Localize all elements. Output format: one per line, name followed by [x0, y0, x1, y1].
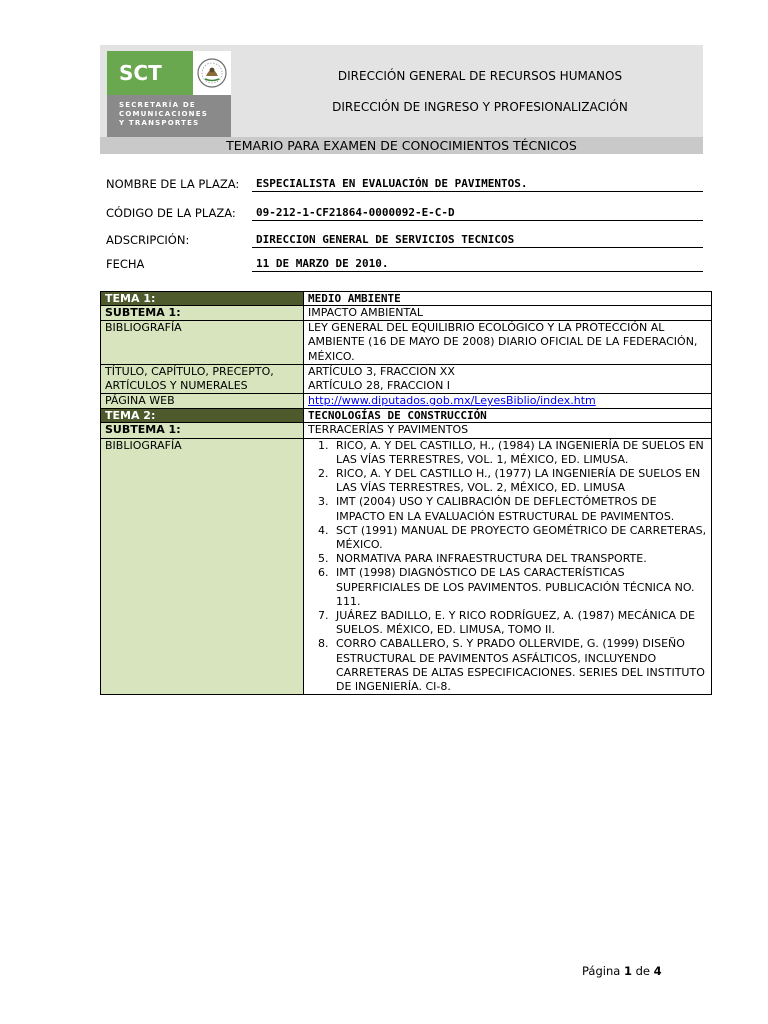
fecha-value: 11 DE MARZO DE 2010. [252, 257, 703, 272]
logo-line-1: SECRETARÍA DE [119, 101, 196, 109]
table-row [101, 306, 712, 321]
web-cell [304, 394, 712, 409]
fecha-label: FECHA [106, 257, 145, 271]
list-item: 8. CORRO CABALLERO, S. Y PRADO OLLERVIDE, G. (1999) DISEÑO ESTRUCTURAL DE PAVIMENTOS ASFÁLTICOS, INCLUYENDO CARRETERAS DE ALTAS ESPECIFICACIONES. SERIES DEL INSTITUTO DE INGENIERÍA. CI-8. [332, 637, 707, 694]
list-item: 2. RICO, A. Y DEL CASTILLO H., (1977) LA INGENIERÍA DE SUELOS EN LAS VÍAS TERRESTRES, VOL. 2, MÉXICO, ED. LIMUSA [332, 467, 707, 495]
tema2-label: TEMA 2: [101, 409, 304, 423]
table-row [101, 394, 712, 409]
titulo-value-line-2: ARTÍCULO 28, FRACCION I [308, 379, 451, 393]
table-row [101, 409, 712, 423]
list-item: 6. IMT (1998) DIAGNÓSTICO DE LAS CARACTERÍSTICAS SUPERFICIALES DE LOS PAVIMENTOS. PUBLICACIÓN TÉCNICA NO. 111. [332, 566, 707, 609]
table-row [101, 292, 712, 306]
coat-of-arms-icon [193, 51, 231, 95]
tema1-label: TEMA 1: [101, 292, 304, 306]
titulo-label: TÍTULO, CAPÍTULO, PRECEPTO, ARTÍCULOS Y NUMERALES [101, 364, 304, 393]
list-item: 3. IMT (2004) USO Y CALIBRACIÓN DE DEFLECTÓMETROS DE IMPACTO EN LA EVALUACIÓN ESTRUCTURAL DE PAVIMENTOS. [332, 495, 707, 523]
table-row [101, 321, 712, 365]
biblio1-value: LEY GENERAL DEL EQUILIBRIO ECOLÓGICO Y LA PROTECCIÓN AL AMBIENTE (16 DE MAYO DE 2008) DIARIO OFICIAL DE LA FEDERACIÓN, MÉXICO. [304, 321, 712, 365]
sct-logo [107, 51, 231, 131]
table-row [101, 438, 712, 695]
nombre-plaza-value: ESPECIALISTA EN EVALUACIÓN DE PAVIMENTOS. [252, 177, 703, 192]
logo-line-2: COMUNICACIONES [119, 110, 208, 118]
list-item: 4. SCT (1991) MANUAL DE PROYECTO GEOMÉTRICO DE CARRETERAS, MÉXICO. [332, 524, 707, 552]
table-row [101, 423, 712, 438]
titulo-value-line-1: ARTÍCULO 3, FRACCION XX [308, 364, 455, 378]
codigo-plaza-value: 09-212-1-CF21864-0000092-E-C-D [252, 206, 703, 221]
subtema1-label: SUBTEMA 1: [101, 306, 304, 321]
subtema2-label: SUBTEMA 1: [101, 423, 304, 438]
codigo-plaza-label: CÓDIGO DE LA PLAZA: [106, 206, 236, 220]
list-item: 5. NORMATIVA PARA INFRAESTRUCTURA DEL TRANSPORTE. [332, 552, 707, 566]
bibliography-list [308, 439, 707, 695]
tema1-value: MEDIO AMBIENTE [304, 292, 712, 306]
table-row [101, 364, 712, 393]
biblio2-label: BIBLIOGRAFÍA [101, 438, 304, 695]
document-title: TEMARIO PARA EXAMEN DE CONOCIMIENTOS TÉCNICOS [100, 137, 703, 154]
subtema2-value: TERRACERÍAS Y PAVIMENTOS [304, 423, 712, 438]
page-total: 4 [653, 964, 662, 978]
sct-logo-text: SCT [107, 51, 193, 95]
page-footer [582, 964, 662, 978]
biblio2-value [304, 438, 712, 695]
web-label: PÁGINA WEB [101, 394, 304, 409]
biblio1-label: BIBLIOGRAFÍA [101, 321, 304, 365]
tema2-value: TECNOLOGÍAS DE CONSTRUCCIÓN [304, 409, 712, 423]
page-number: 1 [623, 964, 632, 978]
logo-line-3: Y TRANSPORTES [119, 119, 200, 127]
adscripcion-value: DIRECCION GENERAL DE SERVICIOS TECNICOS [252, 233, 703, 248]
page-word: Página [582, 964, 621, 978]
subtema1-value: IMPACTO AMBIENTAL [304, 306, 712, 321]
header-department: DIRECCIÓN GENERAL DE RECURSOS HUMANOS [337, 69, 623, 83]
header-directorate: DIRECCIÓN DE INGRESO Y PROFESIONALIZACIÓN [332, 100, 628, 114]
list-item: 1. RICO, A. Y DEL CASTILLO, H., (1984) LA INGENIERÍA DE SUELOS EN LAS VÍAS TERRESTRES, VOL. 1, MÉXICO, ED. LIMUSA. [332, 439, 707, 467]
list-item: 7. JUÁREZ BADILLO, E. Y RICO RODRÍGUEZ, A. (1987) MECÁNICA DE SUELOS. MÉXICO, ED. LIMUSA, TOMO II. [332, 609, 707, 637]
of-word: de [635, 964, 650, 978]
web-link[interactable]: http://www.diputados.gob.mx/LeyesBiblio/index.htm [308, 394, 596, 408]
nombre-plaza-label: NOMBRE DE LA PLAZA: [106, 177, 240, 191]
adscripcion-label: ADSCRIPCIÓN: [106, 233, 190, 247]
titulo-value [304, 364, 712, 393]
document-header [100, 45, 703, 137]
temario-table [100, 291, 712, 695]
